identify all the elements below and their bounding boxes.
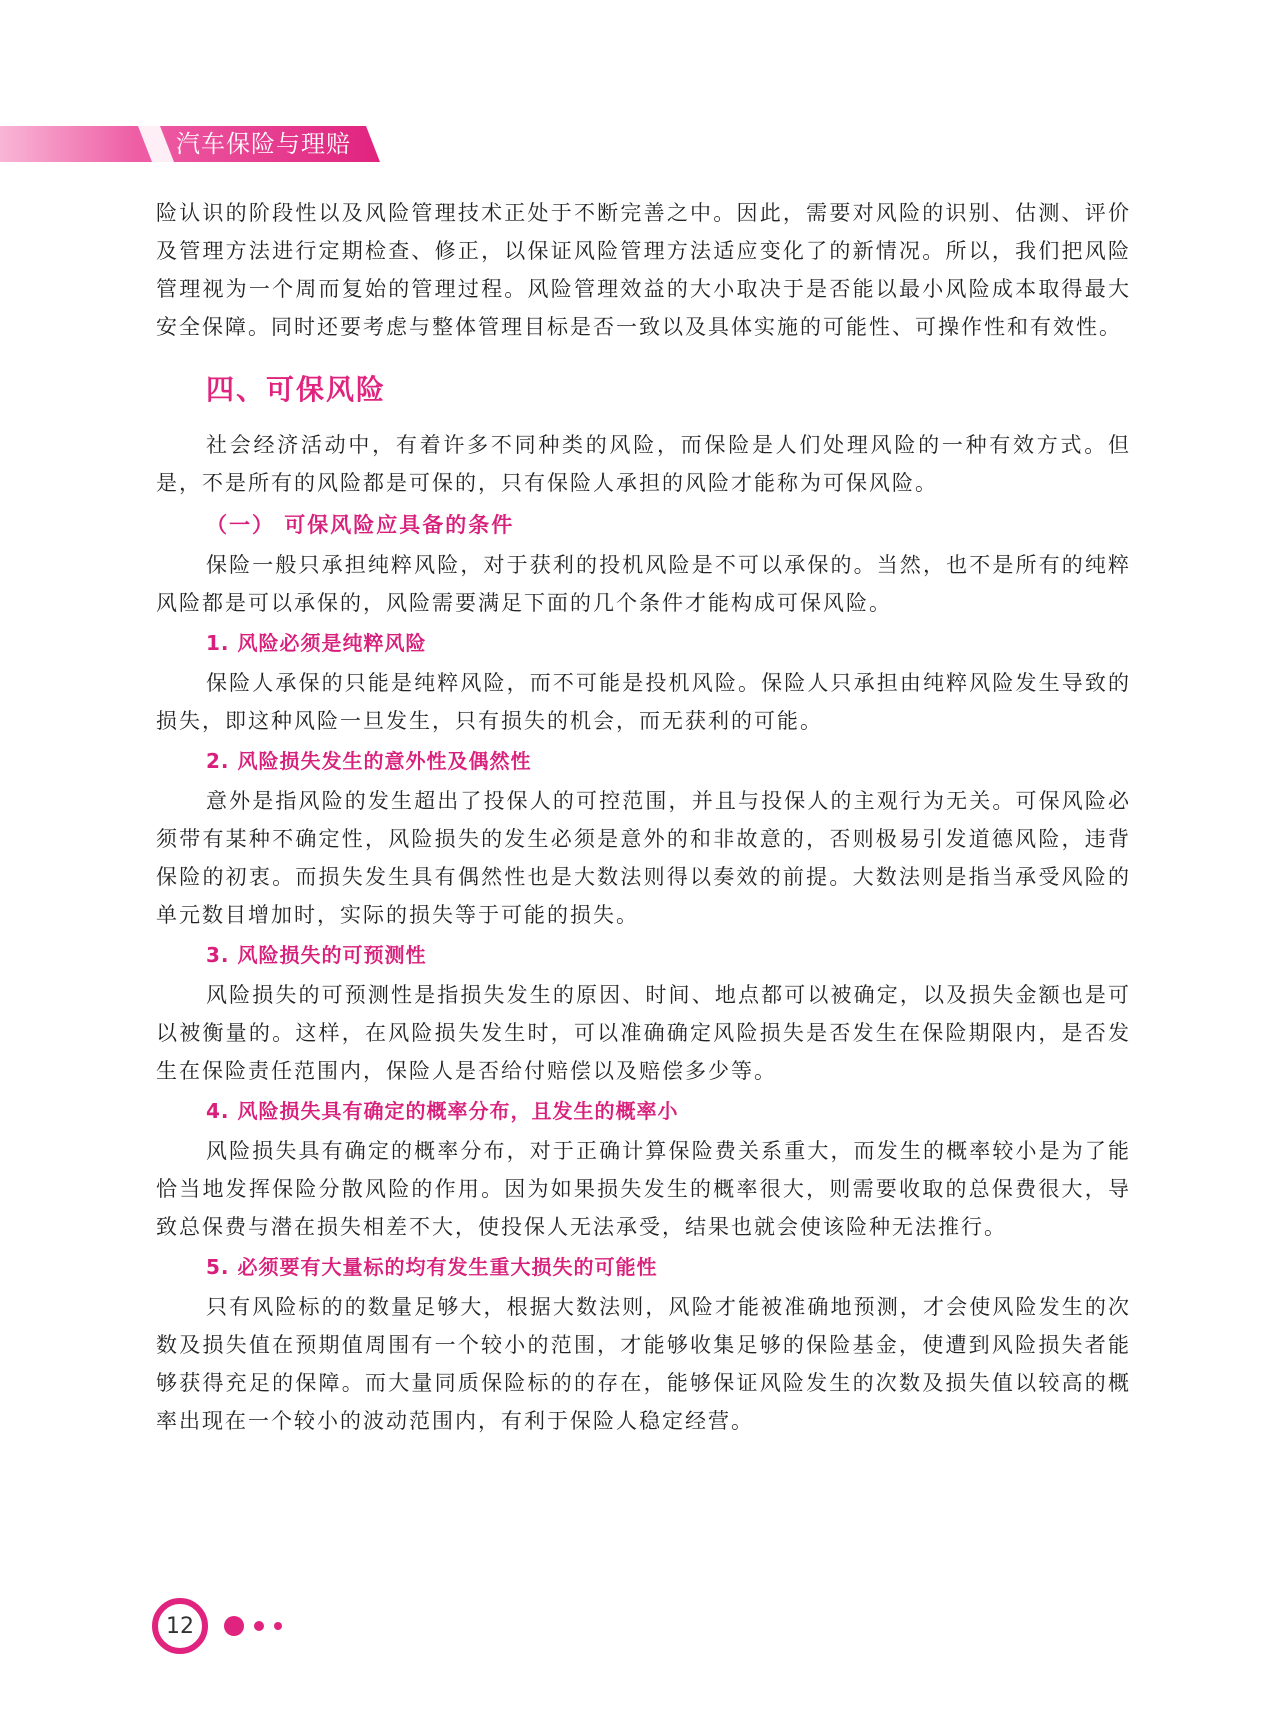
item-paragraph-2: 意外是指风险的发生超出了投保人的可控范围，并且与投保人的主观行为无关。可保风险必须带有某种不确定性，风险损失的发生必须是意外的和非故意的，否则极易引发道德风险，违背保险的初衷。而损失发生具有偶然性也是大数法则得以奏效的前提。大数法则是指当承受风险的单元数目增加时，实际的损失等于可能的损失。 bbox=[156, 789, 1131, 927]
item-title-4: 4. 风险损失具有确定的概率分布，且发生的概率小 bbox=[206, 1099, 679, 1123]
item-title-5: 5. 必须要有大量标的均有发生重大损失的可能性 bbox=[206, 1255, 658, 1279]
subsection-paragraph: 保险一般只承担纯粹风险，对于获利的投机风险是不可以承保的。当然，也不是所有的纯粹风险都是可以承保的，风险需要满足下面的几个条件才能构成可保风险。 bbox=[156, 553, 1131, 615]
item-paragraph-1: 保险人承保的只能是纯粹风险，而不可能是投机风险。保险人只承担由纯粹风险发生导致的损失，即这种风险一旦发生，只有损失的机会，而无获利的可能。 bbox=[156, 671, 1131, 733]
item-paragraph-3: 风险损失的可预测性是指损失发生的原因、时间、地点都可以被确定，以及损失金额也是可以被衡量的。这样，在风险损失发生时，可以准确确定风险损失是否发生在保险期限内，是否发生在保险责任范围内，保险人是否给付赔偿以及赔偿多少等。 bbox=[156, 983, 1131, 1083]
footer-dot-small bbox=[274, 1622, 282, 1630]
intro-paragraph: 险认识的阶段性以及风险管理技术正处于不断完善之中。因此，需要对风险的识别、估测、评价及管理方法进行定期检查、修正，以保证风险管理方法适应变化了的新情况。所以，我们把风险管理视为一个周而复始的管理过程。风险管理效益的大小取决于是否能以最小风险成本取得最大安全保障。同时还要考虑与整体管理目标是否一致以及具体实施的可能性、可操作性和有效性。 bbox=[156, 201, 1131, 339]
item-title-1: 1. 风险必须是纯粹风险 bbox=[206, 631, 427, 655]
page-number: 12 bbox=[166, 1613, 194, 1639]
item-title-3: 3. 风险损失的可预测性 bbox=[206, 943, 427, 967]
page-content bbox=[156, 194, 1131, 1440]
header-title: 汽车保险与理赔 bbox=[176, 130, 351, 158]
footer-dot-medium bbox=[254, 1621, 264, 1631]
item-paragraph-5: 只有风险标的的数量足够大，根据大数法则，风险才能被准确地预测，才会使风险发生的次数及损失值在预期值周围有一个较小的范围，才能够收集足够的保险基金，使遭到风险损失者能够获得充足的保障。而大量同质保险标的的存在，能够保证风险发生的次数及损失值以较高的概率出现在一个较小的波动范围内，有利于保险人稳定经营。 bbox=[156, 1295, 1131, 1433]
subsection-title: （一） 可保风险应具备的条件 bbox=[206, 513, 515, 537]
section-paragraph: 社会经济活动中，有着许多不同种类的风险，而保险是人们处理风险的一种有效方式。但是，不是所有的风险都是可保的，只有保险人承担的风险才能称为可保风险。 bbox=[156, 433, 1131, 495]
page-number-badge bbox=[152, 1598, 208, 1654]
item-title-2: 2. 风险损失发生的意外性及偶然性 bbox=[206, 749, 532, 773]
section-title: 四、可保风险 bbox=[206, 373, 387, 406]
item-paragraph-4: 风险损失具有确定的概率分布，对于正确计算保险费关系重大，而发生的概率较小是为了能恰当地发挥保险分散风险的作用。因为如果损失发生的概率很大，则需要收取的总保费很大，导致总保费与潜在损失相差不大，使投保人无法承受，结果也就会使该险种无法推行。 bbox=[156, 1139, 1131, 1239]
footer-dot-large bbox=[224, 1616, 244, 1636]
